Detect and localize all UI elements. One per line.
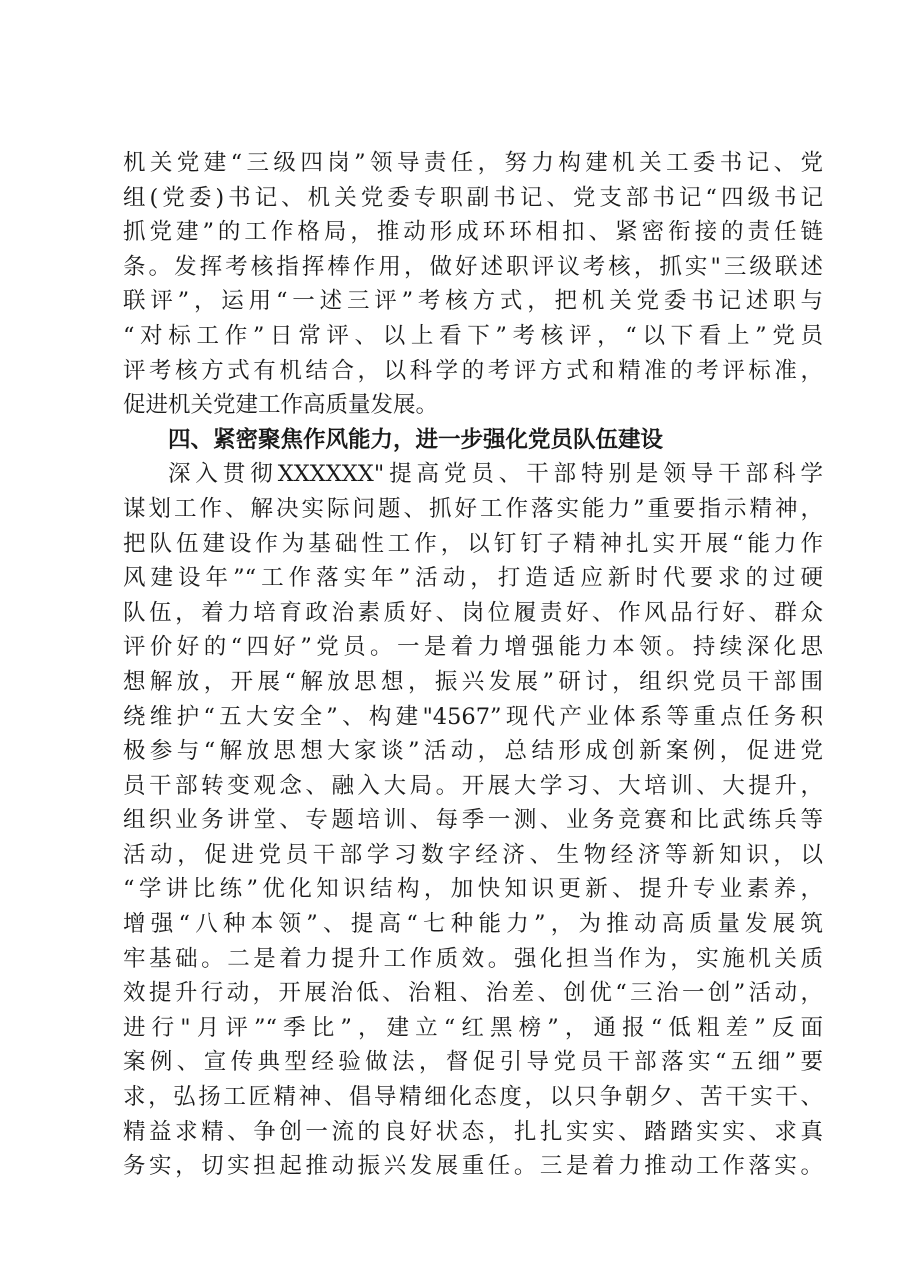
text-line: 谋划工作、解决实际问题、抓好工作落实能力”重要指示精神，	[123, 495, 823, 522]
text-line: 案例、宣传典型经验做法，督促引导党员干部落实“五细”要	[123, 1049, 823, 1076]
text-line: 极参与“解放思想大家谈”活动，总结形成创新案例，促进党	[123, 738, 823, 765]
text-line: 效提升行动，开展治低、治粗、治差、创优“三治一创”活动，	[123, 980, 823, 1007]
text-line: 进行"月评”“季比”，建立“红黑榜”，通报“低粗差”反面	[123, 1014, 823, 1041]
text-line: 联评”，运用“一述三评”考核方式，把机关党委书记述职与	[123, 288, 823, 315]
text-line: 绕维护“五大安全”、构建"4567”现代产业体系等重点任务积	[123, 703, 823, 730]
text-line: 务实，切实担起推动振兴发展重任。三是着力推动工作落实。	[123, 1153, 823, 1180]
paragraph-main	[123, 457, 823, 1183]
text-line: 组织业务讲堂、专题培训、每季一测、业务竞赛和比武练兵等	[123, 807, 823, 834]
text-line: 评价好的“四好”党员。一是着力增强能力本领。持续深化思	[123, 634, 823, 661]
text-line: “对标工作”日常评、以上看下”考核评，“以下看上”党员	[123, 322, 823, 349]
text-line: 促进机关党建工作高质量发展。	[123, 392, 439, 419]
text-line: 活动，促进党员干部学习数字经济、生物经济等新知识，以	[123, 841, 823, 868]
text-line: “学讲比练”优化知识结构，加快知识更新、提升专业素养，	[123, 876, 823, 903]
section-heading: 四、紧密聚焦作风能力，进一步强化党员队伍建设	[168, 426, 664, 453]
text-line: 求，弘扬工匠精神、倡导精细化态度，以只争朝夕、苦干实干、	[123, 1084, 823, 1111]
paragraph-intro	[123, 146, 823, 423]
text-line: 员干部转变观念、融入大局。开展大学习、大培训、大提升，	[123, 772, 823, 799]
text-line: 深入贯彻XXXXXX"提高党员、干部特别是领导干部科学	[168, 461, 823, 488]
text-line: 队伍，着力培育政治素质好、岗位履责好、作风品行好、群众	[123, 599, 823, 626]
document-body	[123, 146, 823, 1184]
text-line: 增强“八种本领”、提高“七种能力”，为推动高质量发展筑	[123, 911, 823, 938]
text-line: 想解放，开展“解放思想，振兴发展”研讨，组织党员干部围	[123, 668, 823, 695]
text-line: 机关党建“三级四岗”领导责任，努力构建机关工委书记、党	[123, 150, 823, 176]
text-line: 抓党建”的工作格局，推动形成环环相扣、紧密衔接的责任链	[123, 219, 823, 246]
text-line: 把队伍建设作为基础性工作，以钉钉子精神扎实开展“能力作	[123, 530, 823, 557]
text-line: 条。发挥考核指挥棒作用，做好述职评议考核，抓实"三级联述	[123, 253, 823, 280]
text-line: 风建设年”“工作落实年”活动，打造适应新时代要求的过硬	[123, 565, 823, 592]
text-line: 评考核方式有机结合，以科学的考评方式和精准的考评标准，	[123, 357, 823, 384]
text-line: 牢基础。二是着力提升工作质效。强化担当作为，实施机关质	[123, 945, 823, 972]
text-line: 精益求精、争创一流的良好状态，扎扎实实、踏踏实实、求真	[123, 1118, 823, 1145]
text-line: 组(党委)书记、机关党委专职副书记、党支部书记“四级书记	[123, 184, 823, 211]
